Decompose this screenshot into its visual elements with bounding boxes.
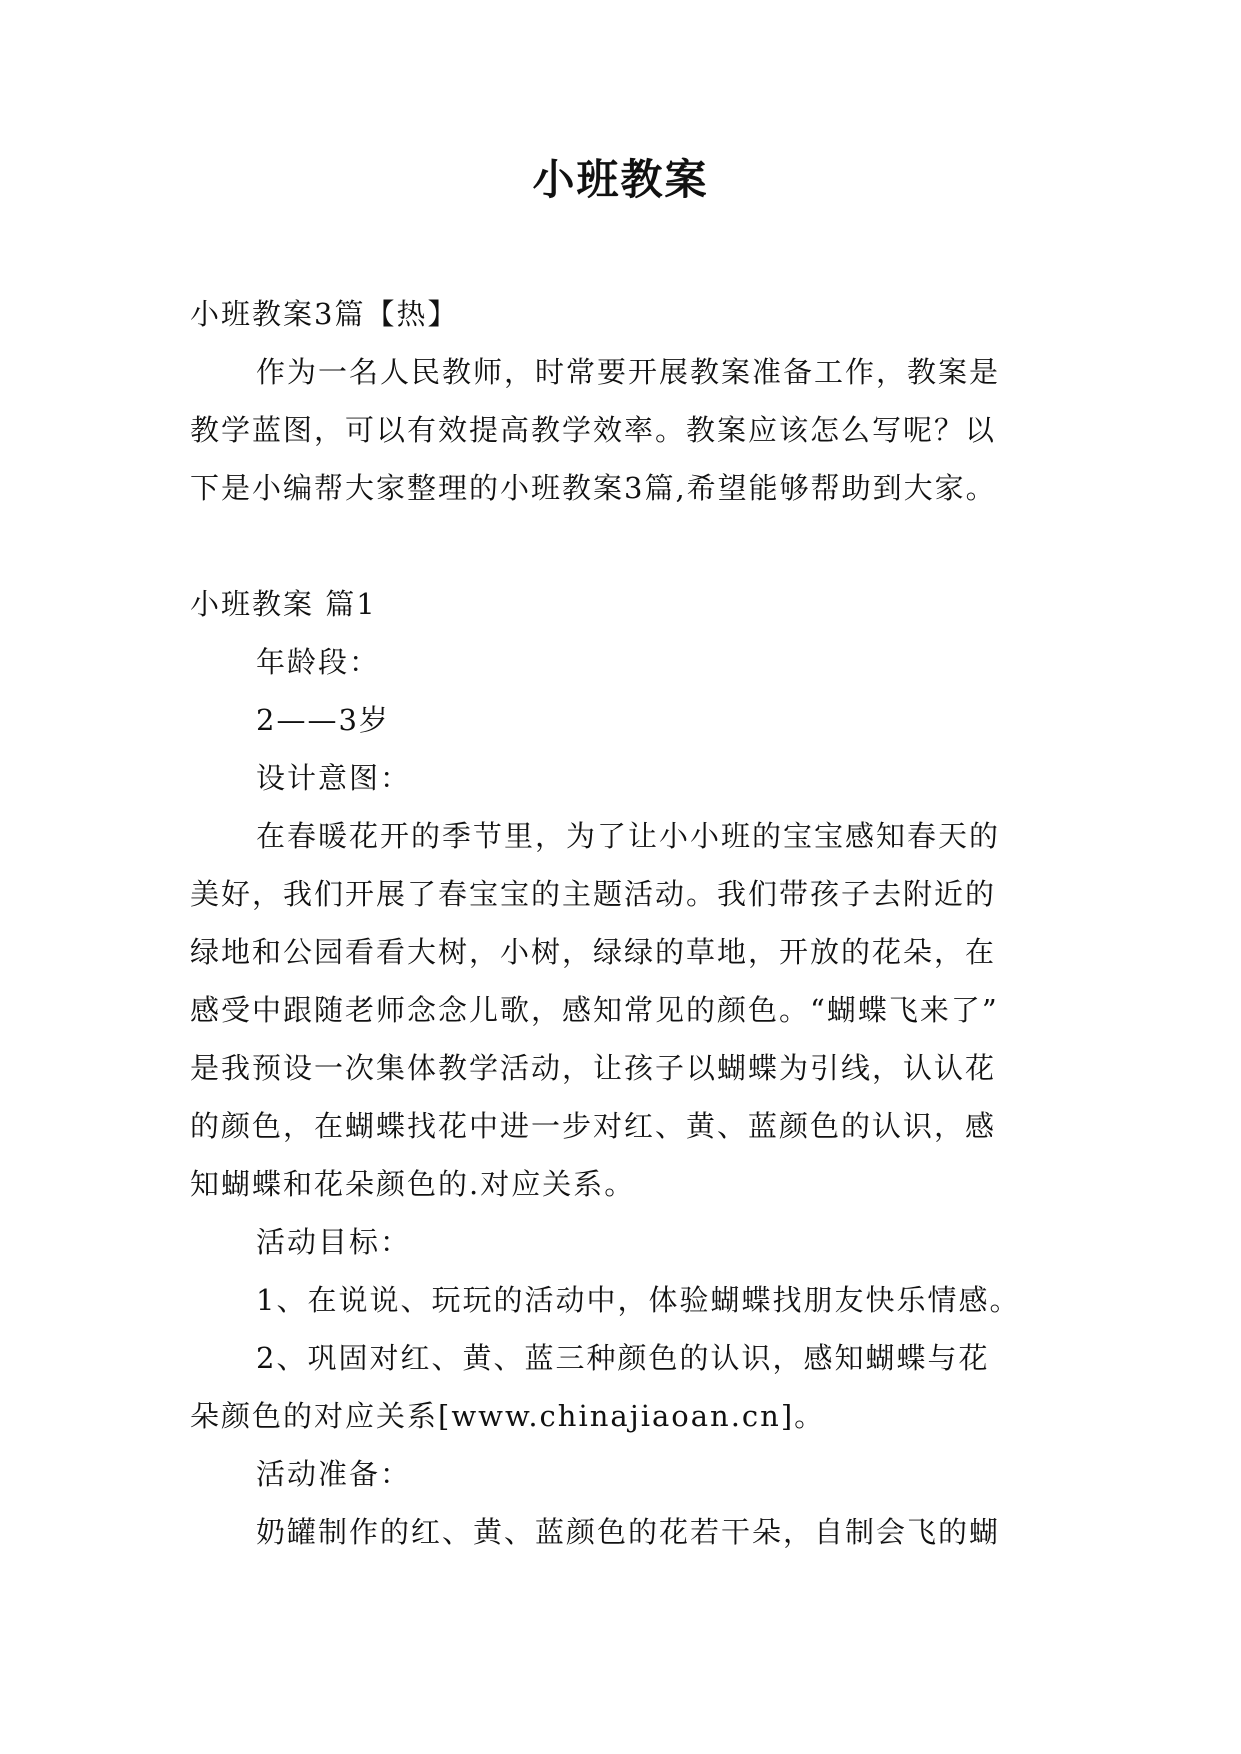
design-intent-line: 绿地和公园看看大树，小树，绿绿的草地，开放的花朵，在 [190,935,997,969]
intro-line: 教学蓝图，可以有效提高教学效率。教案应该怎么写呢？以 [190,413,997,447]
design-intent-line: 在春暖花开的季节里，为了让小小班的宝宝感知春天的 [256,819,1001,853]
intro-line: 下是小编帮大家整理的小班教案3篇,希望能够帮助到大家。 [190,471,997,505]
document-body [190,285,1060,1561]
design-intent-line: 美好，我们开展了春宝宝的主题活动。我们带孩子去附近的 [190,877,997,911]
preparation-line: 奶罐制作的红、黄、蓝颜色的花若干朵，自制会飞的蝴 [256,1515,1001,1549]
paragraph-gap [190,517,1060,575]
age-value: 2——3岁 [256,703,390,737]
design-intent-line: 知蝴蝶和花朵颜色的.对应关系。 [190,1167,636,1201]
intro-line: 作为一名人民教师，时常要开展教案准备工作，教案是 [256,355,1001,389]
design-intent-line: 是我预设一次集体教学活动，让孩子以蝴蝶为引线，认认花 [190,1051,997,1085]
objectives-label: 活动目标： [256,1225,412,1259]
objective-item: 2、巩固对红、黄、蓝三种颜色的认识，感知蝴蝶与花 [256,1341,990,1375]
design-intent-label: 设计意图： [256,761,412,795]
section-heading: 小班教案3篇【热】 [190,297,459,331]
objective-item-continuation: 朵颜色的对应关系[www.chinajiaoan.cn]。 [190,1399,826,1433]
age-label: 年龄段： [256,645,381,679]
preparation-label: 活动准备： [256,1457,412,1491]
objective-item: 1、在说说、玩玩的活动中，体验蝴蝶找朋友快乐情感。 [256,1283,1021,1317]
lesson-heading: 小班教案 篇1 [190,587,377,621]
design-intent-line: 感受中跟随老师念念儿歌，感知常见的颜色。“蝴蝶飞来了” [190,993,999,1027]
document-title: 小班教案 [532,155,709,204]
design-intent-line: 的颜色，在蝴蝶找花中进一步对红、黄、蓝颜色的认识，感 [190,1109,997,1143]
